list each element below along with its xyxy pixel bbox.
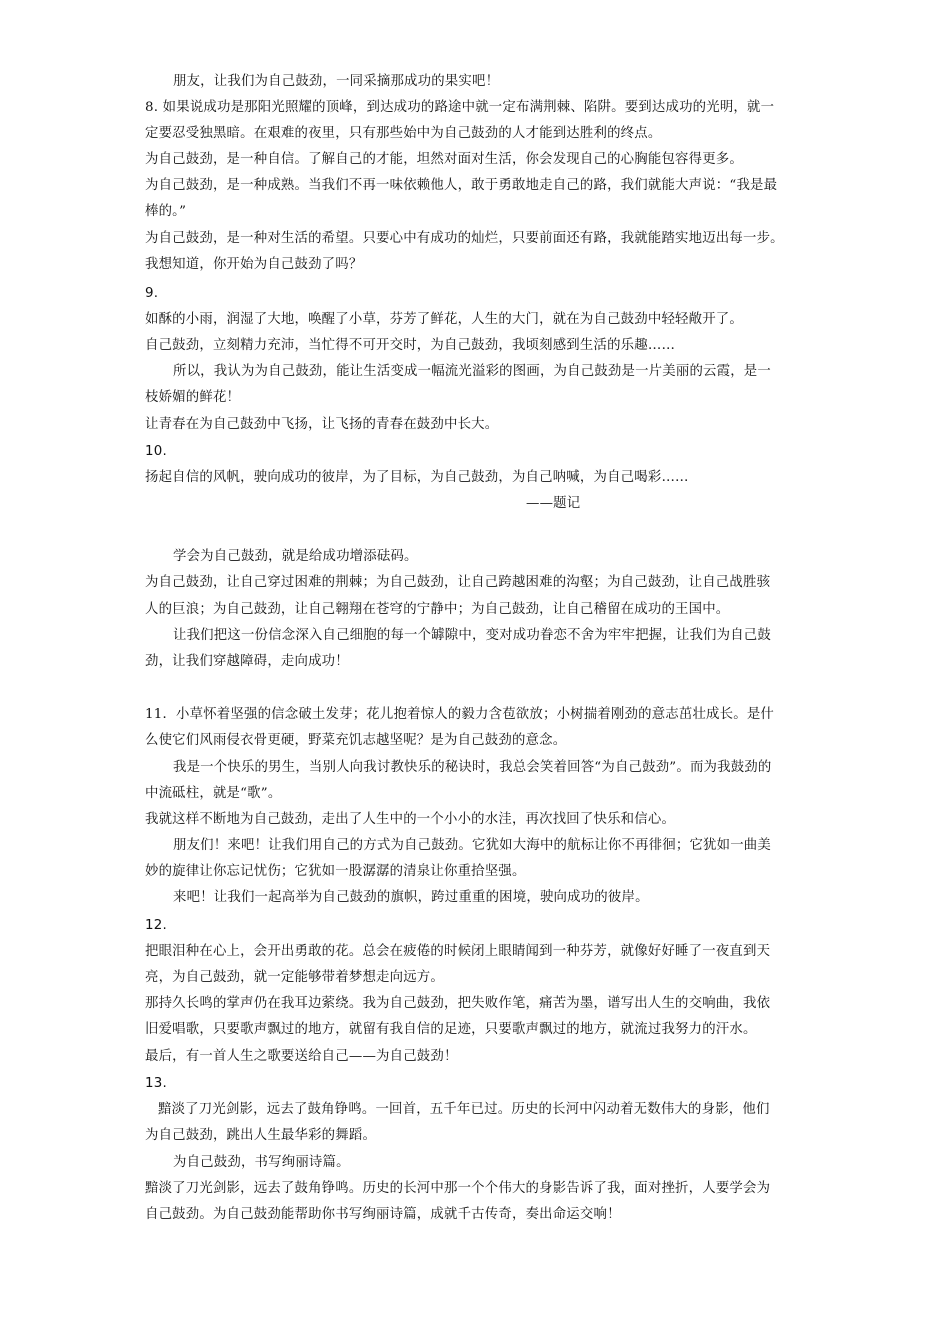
text-line: 为自己鼓劲，是一种对生活的希望。只要心中有成功的灿烂，只要前面还有路，我就能踏实地迈出每一步。 xyxy=(145,231,784,246)
epigraph-attribution: ——题记 xyxy=(526,496,581,511)
text-line: 旧爱唱歌，只要歌声飘过的地方，就留有我自信的足迹，只要歌声飘过的地方，就流过我努力的汗水。 xyxy=(145,1022,757,1037)
text-line: 为自己鼓劲，跳出人生最华彩的舞蹈。 xyxy=(145,1128,377,1143)
text-line: 为自己鼓劲，是一种自信。了解自己的才能，坦然对面对生活，你会发现自己的心胸能包容得更多。 xyxy=(145,152,743,167)
text-line: 我是一个快乐的男生，当别人向我讨教快乐的秘诀时，我总会笑着回答“为自己鼓劲”。而为我鼓劲的 xyxy=(173,760,772,775)
section-number: 9. xyxy=(145,286,159,301)
text-line: 来吧！让我们一起高举为自己鼓劲的旗帜，跨过重重的困境，驶向成功的彼岸。 xyxy=(173,890,649,905)
text-line: 那持久长鸣的掌声仍在我耳边萦绕。我为自己鼓劲，把失败作笔，痛苦为墨，谱写出人生的交响曲，我依 xyxy=(145,996,771,1011)
text-line: 8. 如果说成功是那阳光照耀的顶峰，到达成功的路途中就一定布满荆棘、陷阱。要到达成功的光明，就一 xyxy=(145,100,775,115)
text-line: 我就这样不断地为自己鼓劲，走出了人生中的一个小小的水洼，再次找回了快乐和信心。 xyxy=(145,812,676,827)
text-line: 所以，我认为为自己鼓劲，能让生活变成一幅流光溢彩的图画，为自己鼓劲是一片美丽的云霞，是一 xyxy=(173,364,771,379)
text-line: 为自己鼓劲，让自己穿过困难的荆棘；为自己鼓劲，让自己跨越困难的沟壑；为自己鼓劲，让自己战胜骇 xyxy=(145,575,771,590)
text-line: 人的巨浪；为自己鼓劲，让自己翱翔在苍穹的宁静中；为自己鼓劲，让自己稽留在成功的王国中。 xyxy=(145,602,730,617)
text-line: 亮，为自己鼓劲，就一定能够带着梦想走向远方。 xyxy=(145,970,444,985)
text-line: 妙的旋律让你忘记忧伤；它犹如一股潺潺的清泉让你重拾坚强。 xyxy=(145,864,526,879)
text-line: 劲，让我们穿越障碍，走向成功！ xyxy=(145,654,349,669)
text-line: 学会为自己鼓劲，就是给成功增添砝码。 xyxy=(173,549,418,564)
section-number: 13. xyxy=(145,1076,167,1091)
text-line: 为自己鼓劲，是一种成熟。当我们不再一味依赖他人，敢于勇敢地走自己的路，我们就能大声说：“我是最 xyxy=(145,178,778,193)
text-line: 把眼泪种在心上，会开出勇敢的花。总会在疲倦的时候闭上眼睛闻到一种芬芳，就像好好睡了一夜直到天 xyxy=(145,944,771,959)
text-line: 朋友们！来吧！让我们用自己的方式为自己鼓劲。它犹如大海中的航标让你不再徘徊；它犹如一曲美 xyxy=(173,838,771,853)
text-line: 我想知道，你开始为自己鼓劲了吗？ xyxy=(145,257,363,272)
text-line: 黯淡了刀光剑影，远去了鼓角铮鸣。一回首，五千年已过。历史的长河中闪动着无数伟大的身影，他们 xyxy=(158,1102,770,1117)
text-line: 黯淡了刀光剑影，远去了鼓角铮鸣。历史的长河中那一个个伟大的身影告诉了我，面对挫折，人要学会为 xyxy=(145,1181,771,1196)
text-line: 么使它们风雨侵衣骨更硬，野菜充饥志越坚呢？是为自己鼓劲的意念。 xyxy=(145,733,567,748)
text-line: 让我们把这一份信念深入自己细胞的每一个罅隙中，变对成功眷恋不舍为牢牢把握，让我们为自己鼓 xyxy=(173,628,771,643)
text-line: 扬起自信的风帆，驶向成功的彼岸，为了目标，为自己鼓劲，为自己呐喊，为自己喝彩…… xyxy=(145,470,689,485)
section-number: 10. xyxy=(145,444,167,459)
text-line: 最后，有一首人生之歌要送给自己——为自己鼓劲！ xyxy=(145,1049,458,1064)
text-line: 中流砥柱，就是“歌”。 xyxy=(145,786,282,801)
text-line: 自己鼓劲，立刻精力充沛，当忙得不可开交时，为自己鼓劲，我顷刻感到生活的乐趣…… xyxy=(145,338,676,353)
text-line: 自己鼓劲。为自己鼓劲能帮助你书写绚丽诗篇，成就千古传奇，奏出命运交响！ xyxy=(145,1207,621,1222)
text-line: 棒的。” xyxy=(145,204,187,219)
text-line: 枝娇媚的鲜花！ xyxy=(145,390,241,405)
section-number: 12. xyxy=(145,918,167,933)
text-line: 让青春在为自己鼓劲中飞扬，让飞扬的青春在鼓劲中长大。 xyxy=(145,417,499,432)
text-line: 为自己鼓劲，书写绚丽诗篇。 xyxy=(173,1155,350,1170)
text-line: 朋友，让我们为自己鼓劲，一同采摘那成功的果实吧！ xyxy=(173,74,500,89)
text-line: 如酥的小雨，润湿了大地，唤醒了小草，芬芳了鲜花，人生的大门，就在为自己鼓劲中轻轻敞开了。 xyxy=(145,312,743,327)
text-line: 定要忍受独黑暗。在艰难的夜里，只有那些始中为自己鼓劲的人才能到达胜利的终点。 xyxy=(145,126,662,141)
text-line: 11．小草怀着坚强的信念破土发芽；花儿抱着惊人的毅力含苞欲放；小树揣着刚劲的意志茁壮成长。是什 xyxy=(145,707,775,722)
